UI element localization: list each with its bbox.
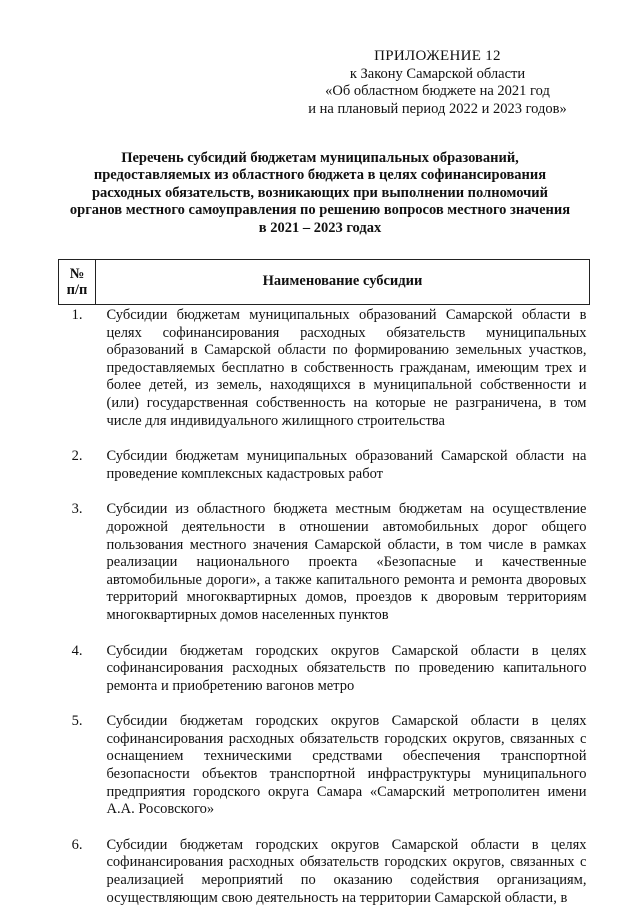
subsidy-table bbox=[58, 259, 590, 923]
heading-line: предоставляемых из областного бюджета в целях софинансирования bbox=[93, 167, 547, 184]
table-row bbox=[59, 499, 590, 640]
table-header-row bbox=[59, 260, 590, 305]
row-number: 2. bbox=[71, 448, 83, 465]
column-header-name: Наименование субсидии bbox=[96, 260, 590, 305]
table-row bbox=[59, 305, 590, 447]
heading-line: расходных обязательств, возникающих при выполнении полномочий bbox=[91, 184, 548, 201]
row-text: Субсидии из областного бюджета местным бюджетам на осуществление дорожной деятельности в отношении автомобильных дорог общего пользования местного значения Самарской области, в том числе в рамках реализации национального проекта «Безопасные и качественные автомобильные дороги», а также капитального ремонта и ремонта дворовых территорий многоквартирных домов, проездов к дворовым территориям многоквартирных домов населенных пунктов bbox=[106, 501, 587, 623]
row-number: 3. bbox=[71, 501, 83, 518]
row-text: Субсидии бюджетам городских округов Самарской области в целях софинансирования расходных обязательств городских округов, связанных с оснащением техническими средствами обеспечения транспортной безопасности объектов транспортной инфраструктуры муниципального предприятия городского округа Самара «Самарский метрополитен имени А.А. Росовского» bbox=[106, 713, 587, 818]
row-text: Субсидии бюджетам городских округов Самарской области в целях софинансирования расходных обязательств по проведению капитального ремонта и приобретению вагонов метро bbox=[106, 642, 587, 694]
column-header-number-line2: п/п bbox=[66, 282, 88, 298]
row-text: Субсидии бюджетам муниципальных образований Самарской области в целях софинансирования расходных обязательств муниципальных образований в Самарской области по формированию земельных участков, предоставляемых бесплатно в собственность гражданам, имеющим трех и более детей, из земель, находящихся в муниципальной собственности и (или) государственная собственность на которые не разграничена, в том числе для индивидуального жилищного строительства bbox=[106, 307, 587, 429]
row-text: Субсидии бюджетам муниципальных образований Самарской области на проведение комплексных кадастровых работ bbox=[106, 448, 587, 482]
heading-line: органов местного самоуправления по решению вопросов местного значения bbox=[69, 202, 571, 219]
heading-line: Перечень субсидий бюджетам муниципальных образований, bbox=[121, 150, 519, 166]
row-text: Субсидии бюджетам городских округов Самарской области в целях софинансирования расходных обязательств городских округов, связанных с реализацией мероприятий по оказанию содействия организациям, осуществляющим свою деятельность на территории Самарской области, в bbox=[106, 836, 587, 906]
row-number: 6. bbox=[71, 836, 83, 853]
annex-line: к Закону Самарской области bbox=[349, 65, 526, 82]
table-row bbox=[59, 446, 590, 499]
row-number: 4. bbox=[71, 642, 83, 659]
table-row bbox=[59, 835, 590, 923]
heading-line: в 2021 – 2023 годах bbox=[258, 219, 382, 236]
row-number: 1. bbox=[71, 307, 83, 323]
annex-title: ПРИЛОЖЕНИЕ 12 bbox=[374, 48, 501, 64]
column-header-number-line1: № bbox=[69, 266, 85, 282]
annex-line: и на плановый период 2022 и 2023 годов» bbox=[308, 100, 567, 117]
column-header-number bbox=[59, 260, 96, 305]
annex-line: «Об областном бюджете на 2021 год bbox=[325, 83, 550, 99]
table-row bbox=[59, 711, 590, 835]
document-heading bbox=[50, 150, 590, 237]
table-row bbox=[59, 641, 590, 712]
row-number: 5. bbox=[71, 713, 83, 730]
annex-block bbox=[300, 48, 575, 118]
